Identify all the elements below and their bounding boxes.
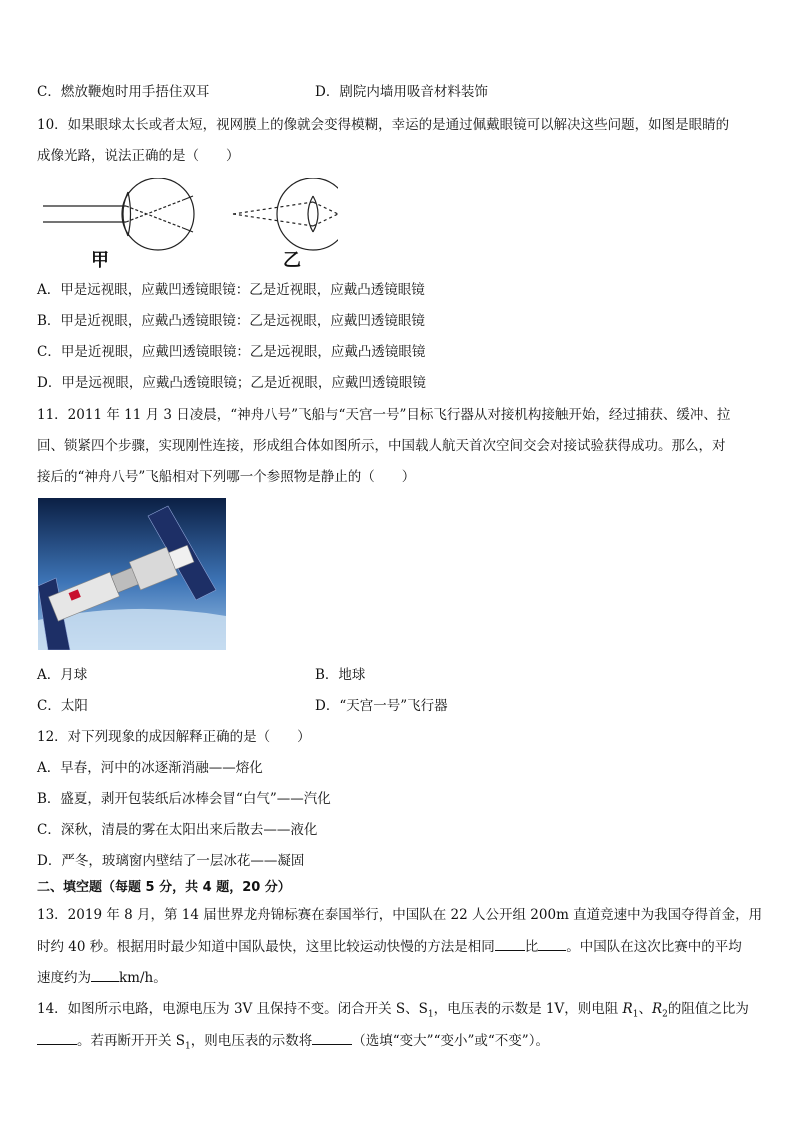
q12-option-c: C．深秋，清晨的雾在太阳出来后散去——液化 xyxy=(37,822,318,838)
q13-blank-2[interactable] xyxy=(538,936,566,951)
figure-label-jia: 甲 xyxy=(91,250,109,271)
q14-s1-subscript-2: 1 xyxy=(185,1041,191,1052)
q11-option-d: D．“天宫一号”飞行器 xyxy=(315,698,448,714)
q10-option-c: C．甲是近视眼，应戴凹透镜眼镜：乙是远视眼，应戴凸透镜眼镜 xyxy=(37,344,426,360)
section-heading-fill-in: 二、填空题（每题 5 分，共 4 题，20 分） xyxy=(37,880,291,895)
q14-r2: R xyxy=(651,1001,663,1017)
q14-line2-text-a: 。若再断开开关 S xyxy=(77,1033,186,1049)
q10-option-b: B．甲是近视眼，应戴凸透镜眼镜：乙是远视眼，应戴凹透镜眼镜 xyxy=(37,313,425,329)
q13-blank-1[interactable] xyxy=(495,936,525,951)
q13-line2-text-a: 时约 40 秒。根据用时最少知道中国队最快，这里比较运动快慢的方法是相同 xyxy=(37,939,495,955)
q14-blank-2[interactable] xyxy=(312,1030,352,1045)
q9-option-c: C．燃放鞭炮时用手捂住双耳 xyxy=(37,84,210,100)
q11-stem-line3: 接后的“神舟八号”飞船相对下列哪一个参照物是静止的（ ） xyxy=(37,469,416,485)
q14-r2-subscript: 2 xyxy=(662,1009,668,1020)
q13-line1: 13．2019 年 8 月，第 14 届世界龙舟锦标赛在泰国举行，中国队在 22 人公开组 200m 直道竞速中为我国夺得首金，用 xyxy=(37,907,763,923)
q14-r1: R xyxy=(622,1001,633,1017)
q14-s1-subscript: 1 xyxy=(427,1009,434,1020)
q11-option-a: A．月球 xyxy=(37,667,88,683)
q14-line1-text-b: ，电压表的示数是 1V，则电阻 xyxy=(433,1001,623,1017)
q11-option-b: B．地球 xyxy=(315,667,366,683)
q14-line2-text-c: （选填“变大”“变小”或“不变”）。 xyxy=(352,1033,549,1049)
eye-diagram-left xyxy=(43,178,194,250)
q10-option-a: A．甲是远视眼，应戴凹透镜眼镜：乙是近视眼，应戴凸透镜眼镜 xyxy=(37,282,425,298)
q14-blank-1[interactable] xyxy=(37,1030,77,1045)
q14-line1-text-a: 14．如图所示电路，电源电压为 3V 且保持不变。闭合开关 S、S xyxy=(37,1001,428,1017)
q10-stem-line2: 成像光路，说法正确的是（ ） xyxy=(37,148,240,164)
q13-line2-text-c: 。中国队在这次比赛中的平均 xyxy=(566,939,742,955)
q11-stem-line2: 回、锁紧四个步骤，实现刚性连接，形成组合体如图所示，中国载人航天首次空间交会对接试验获得成功。那么，对 xyxy=(37,438,726,454)
q11-stem-line1: 11．2011 年 11 月 3 日凌晨，“神舟八号”飞船与“天宫一号”目标飞行器从对接机构接触开始，经过捕获、缓冲、拉 xyxy=(37,407,731,423)
q14-line2-text-b: ，则电压表的示数将 xyxy=(190,1033,313,1049)
q12-option-d: D．严冬，玻璃窗内壁结了一层冰花——凝固 xyxy=(37,853,305,869)
q14-line2 xyxy=(37,1030,549,1057)
q13-line3-text-a: 速度约为 xyxy=(37,970,91,986)
q14-line1 xyxy=(37,999,749,1025)
eye-diagram-right xyxy=(233,178,338,250)
q10-option-d: D．甲是远视眼，应戴凸透镜眼镜；乙是近视眼，应戴凹透镜眼镜 xyxy=(37,375,426,391)
spacecraft-docking-photo xyxy=(38,498,226,650)
q14-line1-text-c: 的阻值之比为 xyxy=(667,1001,749,1017)
q14-r1-subscript: 1 xyxy=(632,1009,639,1020)
q11-option-c: C．太阳 xyxy=(37,698,88,714)
q12-stem: 12．对下列现象的成因解释正确的是（ ） xyxy=(37,729,311,745)
q13-line2 xyxy=(37,936,742,957)
q13-line2-text-b: 比 xyxy=(524,939,539,955)
q10-stem-line1: 10．如果眼球太长或者太短，视网膜上的像就会变得模糊，幸运的是通过佩戴眼镜可以解决这些问题，如图是眼睛的 xyxy=(37,117,730,133)
eye-diagram xyxy=(38,178,338,270)
q9-option-d: D．剧院内墙用吸音材料装饰 xyxy=(315,84,488,100)
q14-separator: 、 xyxy=(638,1001,652,1017)
q12-option-a: A．早春，河中的冰逐渐消融——熔化 xyxy=(37,760,263,776)
q13-line3 xyxy=(37,967,167,988)
q12-option-b: B．盛夏，剥开包装纸后冰棒会冒“白气”——汽化 xyxy=(37,791,331,807)
q13-line3-text-b: km/h。 xyxy=(119,970,167,986)
figure-label-yi: 乙 xyxy=(283,250,301,271)
q13-blank-3[interactable] xyxy=(91,967,119,982)
